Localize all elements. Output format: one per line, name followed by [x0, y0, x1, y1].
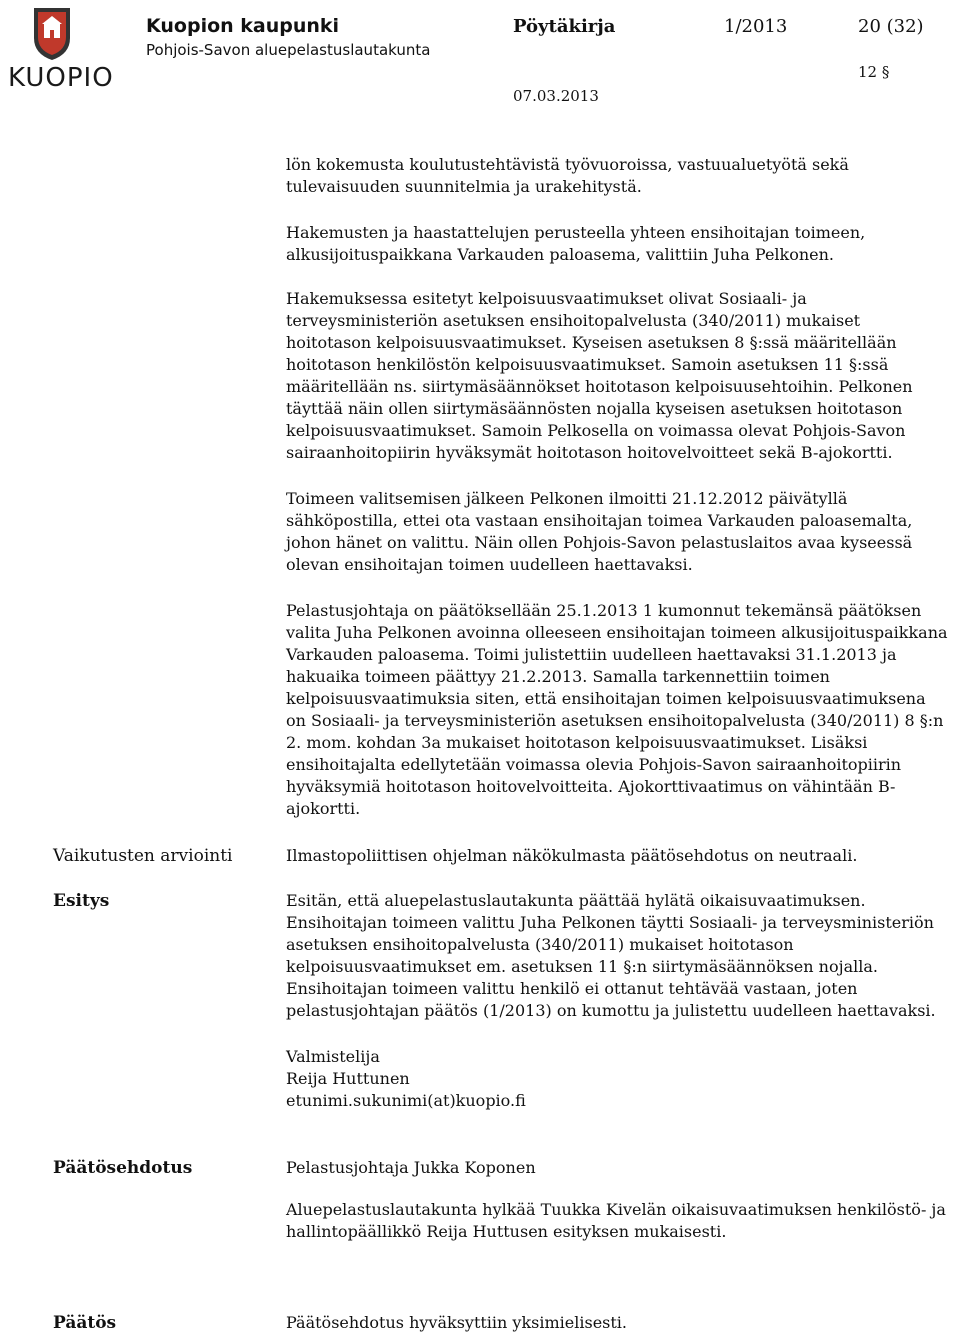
- body-paragraph: [286, 288, 950, 464]
- body-paragraph: [286, 222, 950, 266]
- decision-proposer: Pelastusjohtaja Jukka Koponen: [286, 1158, 536, 1177]
- decision-text: Päätösehdotus hyväksyttiin yksimielisesti.: [286, 1313, 628, 1332]
- paragraph-text: Hakemuksessa esitetyt kelpoisuusvaatimukset olivat Sosiaali- ja terveysministeriön asetuksen ensihoitopalvelusta (340/2011) mukaiset hoitotason kelpoisuusvaatimukset. Kyseisen asetuksen 8 §:ssä määritellään hoitotason henkilöstön kelpoisuusvaatimukset. Samoin asetuksen 11 §:ssä määritellään ns. siirtymäsäännökset hoitotason kelpoisuusehtoihin. Pelkonen täyttää näin ollen siirtymäsäännösten nojalla kyseisen asetuksen hoitotason kelpoisuusvaatimukset. Samoin Pelkosella on voimassa olevat Pohjois-Savon sairaanhoitopiirin hyväksymät hoitotason hoitovelvoitteet sekä B-ajokortti.: [286, 289, 913, 462]
- decision-proposal-label: Päätösehdotus: [53, 1158, 193, 1178]
- impact-text: Ilmastopoliittisen ohjelman näkökulmasta päätösehdotus on neutraali.: [286, 846, 858, 865]
- paragraph-text: Hakemusten ja haastattelujen perusteella yhteen ensihoitajan toimeen, alkusijoituspaikkana Varkauden paloasema, valittiin Juha Pelkonen.: [286, 223, 866, 264]
- body-paragraph: [286, 488, 950, 576]
- body-paragraph: [286, 154, 950, 198]
- document-number: 1/2013: [724, 16, 788, 37]
- organization-name: Kuopion kaupunki: [146, 15, 340, 37]
- logo-text: KUOPIO: [8, 63, 114, 93]
- proposal-text: Esitän, että aluepelastuslautakunta päättää hylätä oikaisuvaatimuksen. Ensihoitajan toimeen valittu Juha Pelkonen täytti Sosiaali- ja terveysministeriön asetuksen ensihoitopalvelusta (340/2011) mukaiset hoitotason kelpoisuusvaatimukset em. asetuksen 11 §:n siirtymäsäännöksen nojalla. Ensihoitajan toimeen valittu henkilö ei ottanut tehtävää vastaan, joten pelastusjohtajan päätös (1/2013) on kumottu ja julistettu uudelleen haettavaksi.: [286, 891, 936, 1020]
- decision-label: Päätös: [53, 1313, 117, 1333]
- document-type: Pöytäkirja: [513, 16, 616, 37]
- committee-name: Pohjois-Savon aluepelastuslautakunta: [146, 41, 431, 59]
- impact-label: Vaikutusten arviointi: [53, 846, 233, 866]
- section-number: 12 §: [858, 63, 890, 81]
- proposal-label: Esitys: [53, 891, 110, 911]
- preparer-name: Reija Huttunen: [286, 1069, 410, 1088]
- preparer-title: Valmistelija: [286, 1047, 380, 1066]
- paragraph-text: Pelastusjohtaja on päätöksellään 25.1.2013 1 kumonnut tekemänsä päätöksen valita Juha Pelkonen avoinna olleeseen ensihoitajan toimeen alkusijoituspaikkana Varkauden paloasema. Toimi julistettiin uudelleen haettavaksi 31.1.2013 ja hakuaika toimeen päättyy 21.2.2013. Samalla tarkennettiin toimen kelpoisuusvaatimuksia siten, että ensihoitajan toimen kelpoisuusvaatimuksena on Sosiaali- ja terveysministeriön asetuksen ensihoitopalvelusta (340/2011) 8 §:n 2. mom. kohdan 3a mukaiset hoitotason kelpoisuusvaatimukset. Lisäksi ensihoitajalta edellytetään voimassa olevia Pohjois-Savon sairaanhoitopiirin hyväksymiä hoitotason hoitovelvoitteita. Ajokorttivaatimus on vähintään B-ajokortti.: [286, 601, 948, 818]
- meeting-date: 07.03.2013: [513, 87, 599, 105]
- preparer-email: etunimi.sukunimi(at)kuopio.fi: [286, 1091, 526, 1110]
- city-logo: [4, 4, 114, 96]
- page-number: 20 (32): [858, 16, 924, 37]
- kuopio-crest-icon: [4, 4, 100, 64]
- preparer-block: [286, 1046, 950, 1112]
- paragraph-text: Toimeen valitsemisen jälkeen Pelkonen ilmoitti 21.12.2012 päivätyllä sähköpostilla, ettei ota vastaan ensihoitajan toimea Varkauden paloasemalta, johon hänet on valittu. Näin ollen Pohjois-Savon pelastuslaitos avaa kyseessä olevan ensihoitajan toimen uudelleen haettavaksi.: [286, 489, 913, 574]
- paragraph-text: lön kokemusta koulutustehtävistä työvuoroissa, vastuualuetyötä sekä tulevaisuuden suunnitelmia ja urakehitystä.: [286, 155, 849, 196]
- body-paragraph: [286, 600, 950, 820]
- decision-proposal-text: Aluepelastuslautakunta hylkää Tuukka Kivelän oikaisuvaatimuksen henkilöstö- ja hallintopäällikkö Reija Huttusen esityksen mukaisesti.: [286, 1200, 946, 1241]
